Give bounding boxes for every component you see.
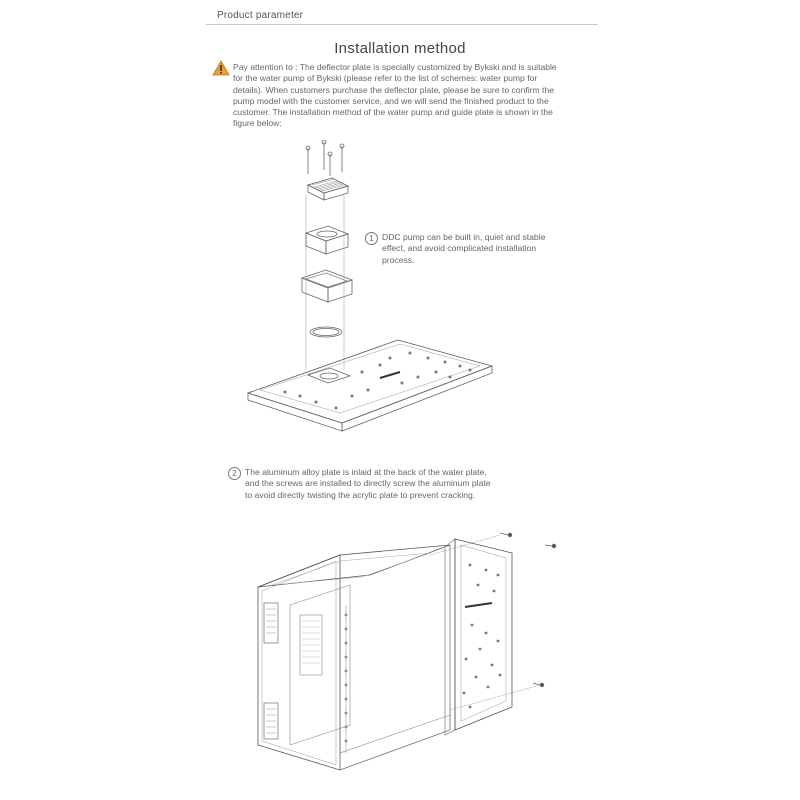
step2-text — [245, 467, 545, 501]
pump-exploded-diagram — [240, 140, 500, 440]
step1-text — [382, 232, 582, 266]
intro-line: details). When customers purchase the deflector plate, please be sure to confirm the — [233, 84, 554, 95]
header-divider — [206, 24, 598, 25]
step1-line: effect, and avoid complicated installation — [382, 243, 537, 254]
step1-line: DDC pump can be built in, quiet and stable — [382, 232, 546, 242]
intro-paragraph — [233, 62, 583, 130]
intro-line: pump model with the customer service, and we will send the finished product to the — [233, 95, 549, 106]
step-number: 2 — [228, 467, 241, 480]
intro-line: for the water pump of Bykski (please refer to the list of schemes: water pump for — [233, 73, 538, 84]
intro-line: figure below: — [233, 118, 282, 129]
case-installation-diagram — [250, 525, 560, 780]
intro-line: customer. The installation method of the water pump and guide plate is shown in the — [233, 107, 553, 118]
screws-top — [306, 140, 344, 176]
section-label: Product parameter — [217, 10, 304, 21]
step2-line: The aluminum alloy plate is inlaid at the back of the water plate, — [245, 467, 487, 477]
warning-triangle-icon — [212, 60, 230, 76]
step1-line: process. — [382, 254, 415, 265]
intro-line: Pay attention to : The deflector plate is specially customized by Bykski and is suitable — [233, 62, 557, 72]
step-number: 1 — [365, 232, 378, 245]
step2-line: to avoid directly twisting the acrylic plate to prevent cracking. — [245, 489, 476, 500]
step2-line: and the screws are installed to directly screw the aluminum plate — [245, 478, 491, 489]
screws-plate — [500, 533, 556, 687]
page-title: Installation method — [334, 40, 466, 57]
